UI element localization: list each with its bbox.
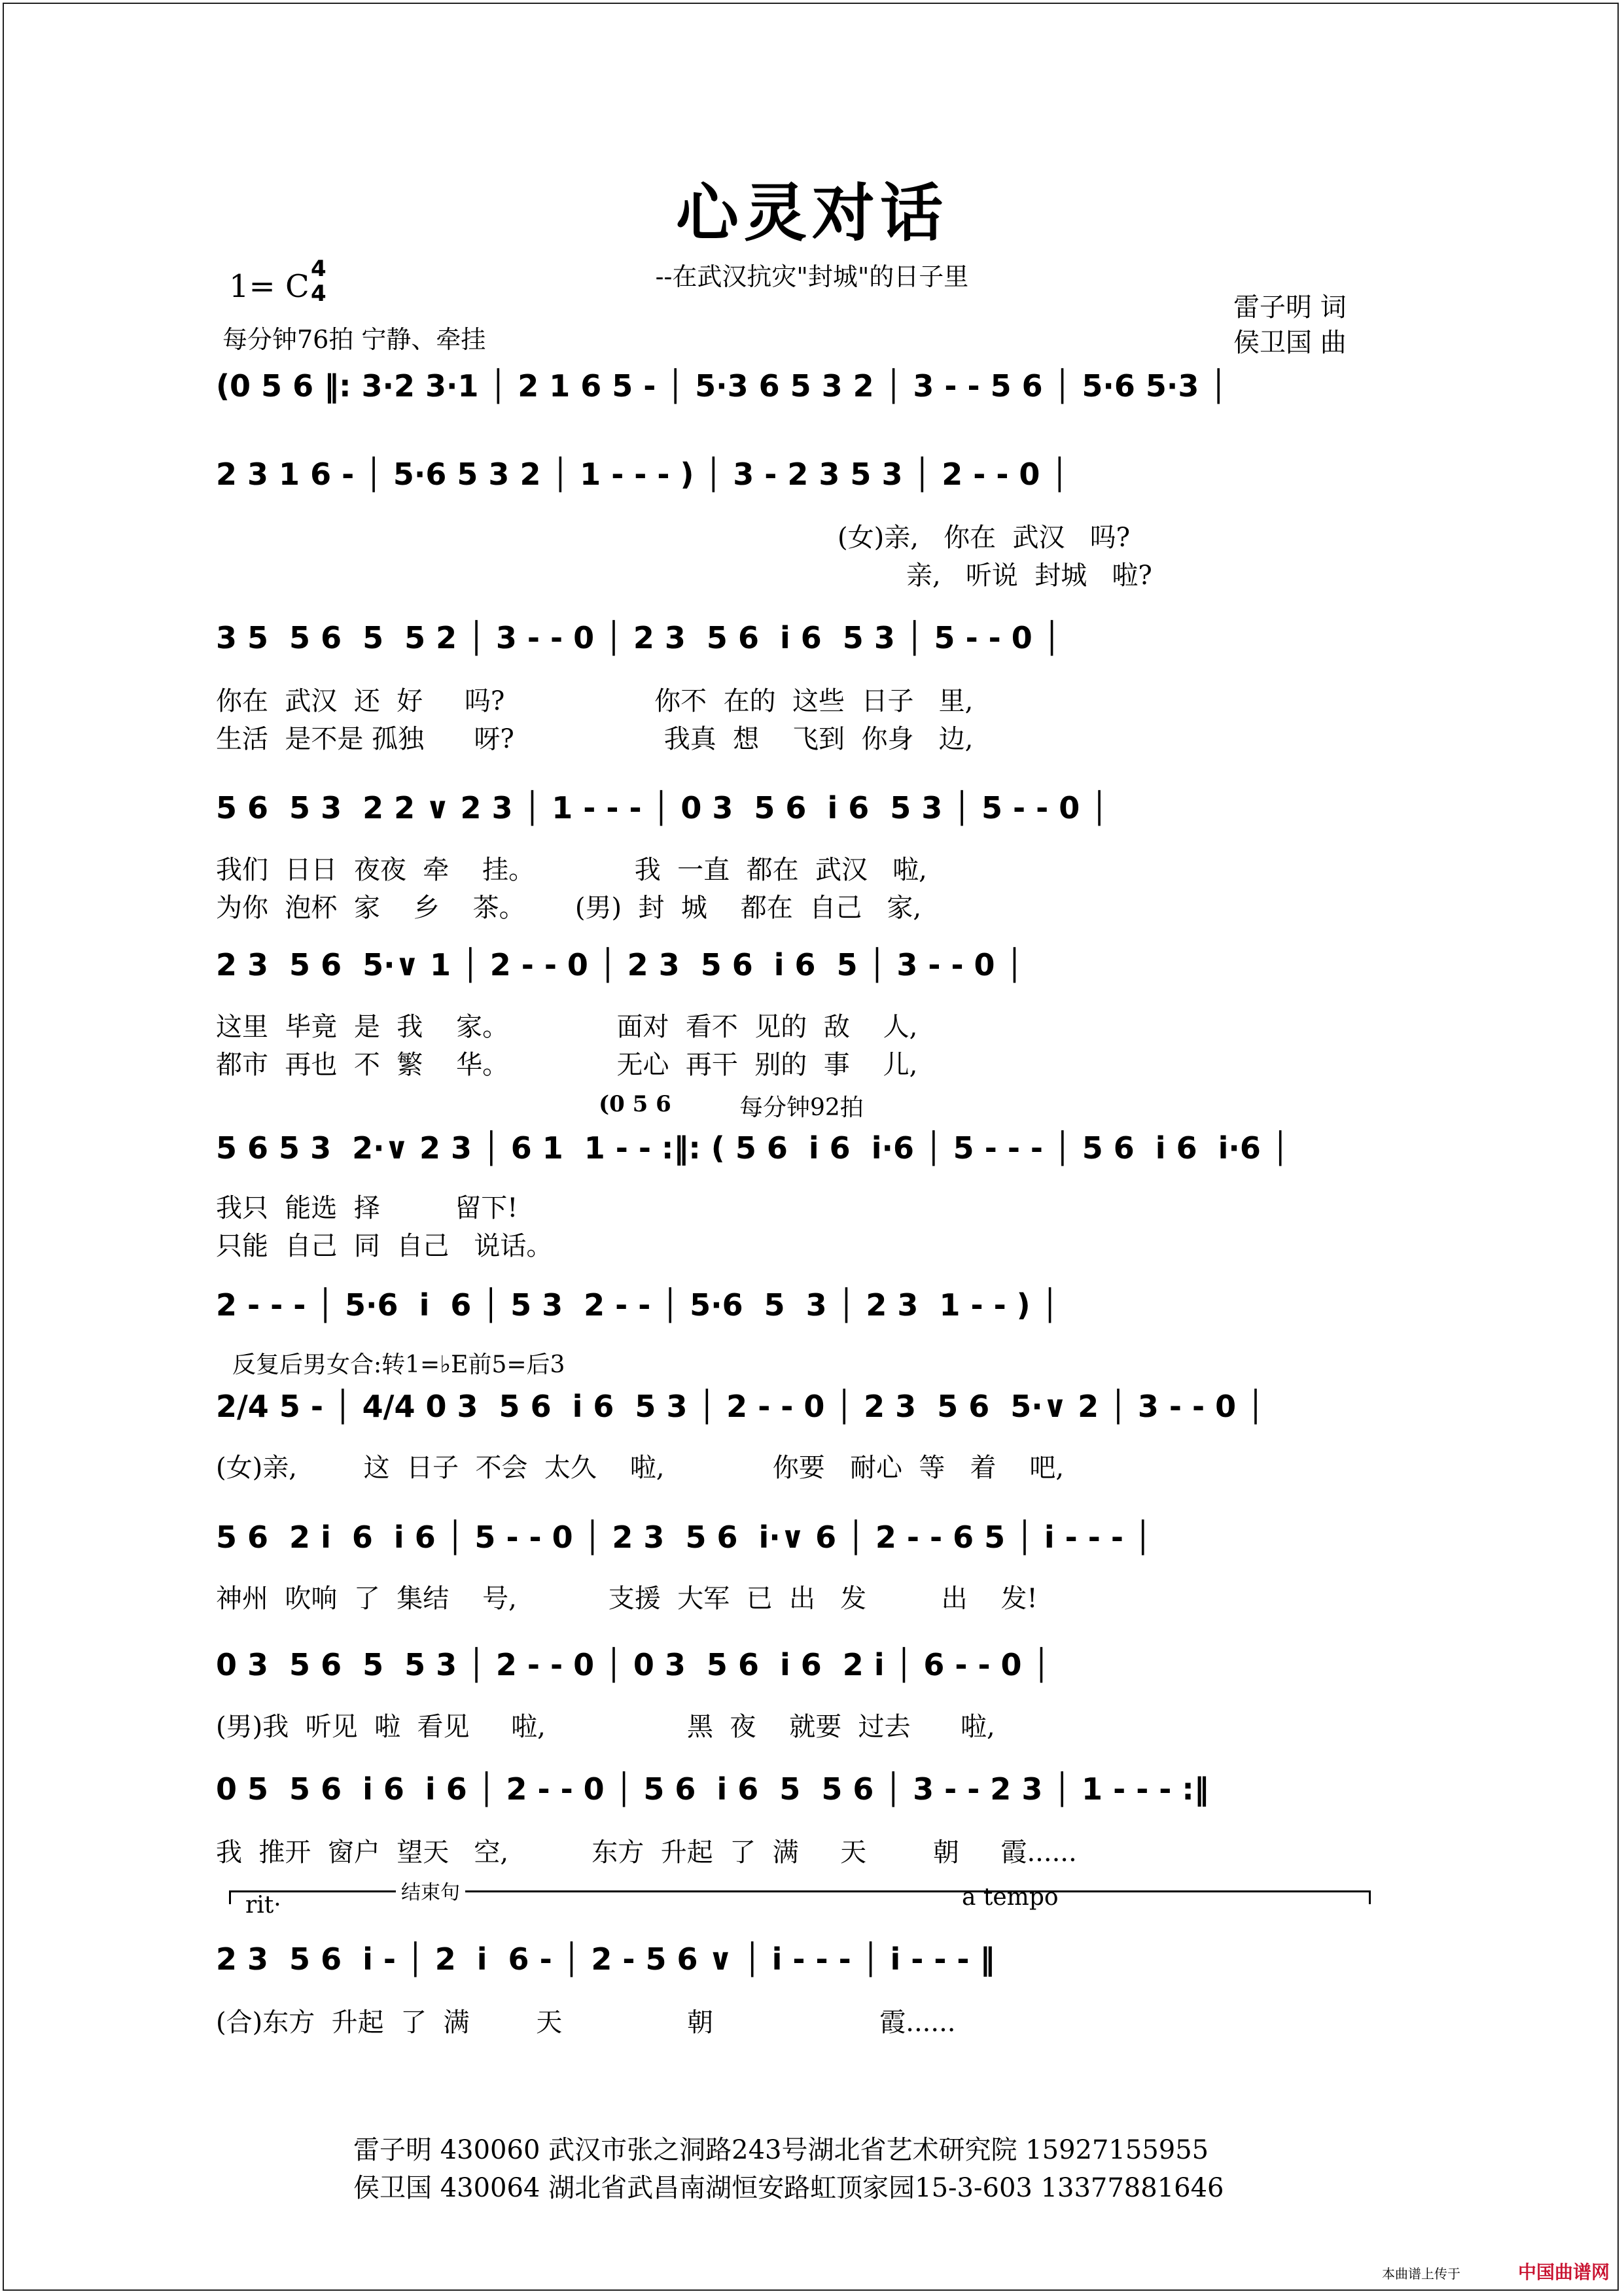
lyrics-verse-2: 都市 再也 不 繁 华。 无心 再干 别的 事 儿, — [216, 1050, 918, 1080]
tempo-change-marking: 每分钟92拍 — [739, 1094, 864, 1121]
notation: (0 5 6 ‖: 3·2 3·1 │ 2 1 6 5 - │ 5·3 6 5 3 2 │ 3 - - 5 6 │ 5·6 5·3 │ — [216, 368, 1228, 404]
staff-line-8 — [216, 1377, 1387, 1442]
lyrics-verse-2: 只能 自己 同 自己 说话。 — [216, 1231, 553, 1261]
notation: 2 3 5 6 i - │ 2 i 6 - │ 2 - 5 6 ∨ │ i - - - │ i - - - ‖ — [216, 1941, 995, 1977]
notation: 0 5 5 6 i 6 i 6 │ 2 - - 0 │ 5 6 i 6 5 5 6 │ 3 - - 2 3 │ 1 - - - :‖ — [216, 1771, 1209, 1807]
staff-line-9 — [216, 1508, 1387, 1573]
staff-line-11 — [216, 1760, 1387, 1825]
lyrics-verse-1: (女)亲, 你在 武汉 吗? — [838, 523, 1131, 553]
time-numerator: 4 — [311, 256, 327, 282]
lyrics-verse-1: 神州 吹响 了 集结 号, 支援 大军 已 出 发 出 发! — [216, 1584, 1038, 1614]
lyrics-verse-1: 你在 武汉 还 好 吗? 你不 在的 这些 日子 里, — [216, 686, 974, 716]
lyricist-contact: 雷子明 430060 武汉市张之洞路243号湖北省艺术研究院 15927155955 — [353, 2135, 1209, 2165]
notation: 2 - - - │ 5·6 i 6 │ 5 3 2 - - │ 5·6 5 3 │ 2 3 1 - - ) │ — [216, 1287, 1059, 1323]
ending-phrase-label: 结束句 — [396, 1876, 465, 1905]
time-signature — [311, 256, 327, 306]
lyrics-verse-2: 亲, 听说 封城 啦? — [906, 561, 1152, 591]
staff-line-12 — [216, 1930, 1387, 1995]
staff-line-6 — [216, 1119, 1387, 1184]
lyrics-verse-1: 我只 能选 择 留下! — [216, 1193, 518, 1223]
staff-line-7 — [216, 1276, 1387, 1341]
time-denominator: 4 — [311, 281, 327, 307]
lyrics-verse-1: 我 推开 窗户 望天 空, 东方 升起 了 满 天 朝 霞...... — [216, 1837, 1077, 1868]
lyrics-verse-2: 为你 泡杯 家 乡 茶。 (男) 封 城 都在 自己 家, — [216, 893, 922, 923]
site-logo: 中国曲谱网 — [1517, 2261, 1610, 2283]
composer-credit: 侯卫国 曲 — [1233, 328, 1347, 358]
staff-line-2 — [216, 445, 1387, 510]
notation: 5 6 2 i 6 i 6 │ 5 - - 0 │ 2 3 5 6 i·∨ 6 │ 2 - - 6 5 │ i - - - │ — [216, 1520, 1152, 1555]
modulation-note: 反复后男女合:转1=♭E前5=后3 — [232, 1351, 565, 1378]
lyrics-verse-1: (合)东方 升起 了 满 天 朝 霞...... — [216, 2008, 956, 2038]
notation: 5 6 5 3 2·∨ 2 3 │ 6 1 1 - - :‖: ( 5 6 i 6 i·6 │ 5 - - - │ 5 6 i 6 i·6 │ — [216, 1130, 1290, 1166]
notation: 2/4 5 - │ 4/4 0 3 5 6 i 6 5 3 │ 2 - - 0 │ 2 3 5 6 5·∨ 2 │ 3 - - 0 │ — [216, 1389, 1265, 1424]
notation: 2 3 5 6 5·∨ 1 │ 2 - - 0 │ 2 3 5 6 i 6 5 │ 3 - - 0 │ — [216, 947, 1024, 983]
lyrics-verse-1: 这里 毕竟 是 我 家。 面对 看不 见的 敌 人, — [216, 1012, 918, 1042]
key-signature: 1= C — [229, 268, 309, 305]
lyrics-verse-1: 我们 日日 夜夜 牵 挂。 我 一直 都在 武汉 啦, — [216, 855, 927, 885]
ritardando-marking: rit· — [245, 1892, 281, 1919]
notation: 0 3 5 6 5 5 3 │ 2 - - 0 │ 0 3 5 6 i 6 2 i │ 6 - - 0 │ — [216, 1647, 1051, 1682]
staff-line-4 — [216, 778, 1387, 844]
repeat-pickup-annotation: (0 5 6 — [599, 1091, 671, 1117]
lyrics-verse-2: 生活 是不是 孤独 呀? 我真 想 飞到 你身 边, — [216, 724, 974, 754]
staff-line-5 — [216, 935, 1387, 1001]
a-tempo-marking: a tempo — [962, 1884, 1059, 1911]
upload-note: 本曲谱上传于 — [1382, 2266, 1460, 2282]
song-subtitle: --在武汉抗灾"封城"的日子里 — [655, 262, 969, 291]
staff-line-3 — [216, 608, 1387, 674]
tempo-marking: 每分钟76拍 宁静、牵挂 — [222, 325, 486, 354]
notation: 5 6 5 3 2 2 ∨ 2 3 │ 1 - - - │ 0 3 5 6 i 6 5 3 │ 5 - - 0 │ — [216, 790, 1108, 826]
composer-contact: 侯卫国 430064 湖北省武昌南湖恒安路虹顶家园15-3-603 13377881646 — [353, 2173, 1224, 2203]
lyrics-verse-1: (男)我 听见 啦 看见 啦, 黑 夜 就要 过去 啦, — [216, 1712, 995, 1742]
notation: 3 5 5 6 5 5 2 │ 3 - - 0 │ 2 3 5 6 i 6 5 3 │ 5 - - 0 │ — [216, 620, 1061, 655]
staff-line-10 — [216, 1635, 1387, 1701]
lyricist-credit: 雷子明 词 — [1233, 292, 1347, 322]
staff-line-1 — [216, 357, 1387, 422]
lyrics-verse-1: (女)亲, 这 日子 不会 太久 啦, 你要 耐心 等 着 吧, — [216, 1453, 1065, 1483]
notation: 2 3 1 6 - │ 5·6 5 3 2 │ 1 - - - ) │ 3 - 2 3 5 3 │ 2 - - 0 │ — [216, 457, 1069, 492]
song-title: 心灵对话 — [676, 176, 948, 250]
